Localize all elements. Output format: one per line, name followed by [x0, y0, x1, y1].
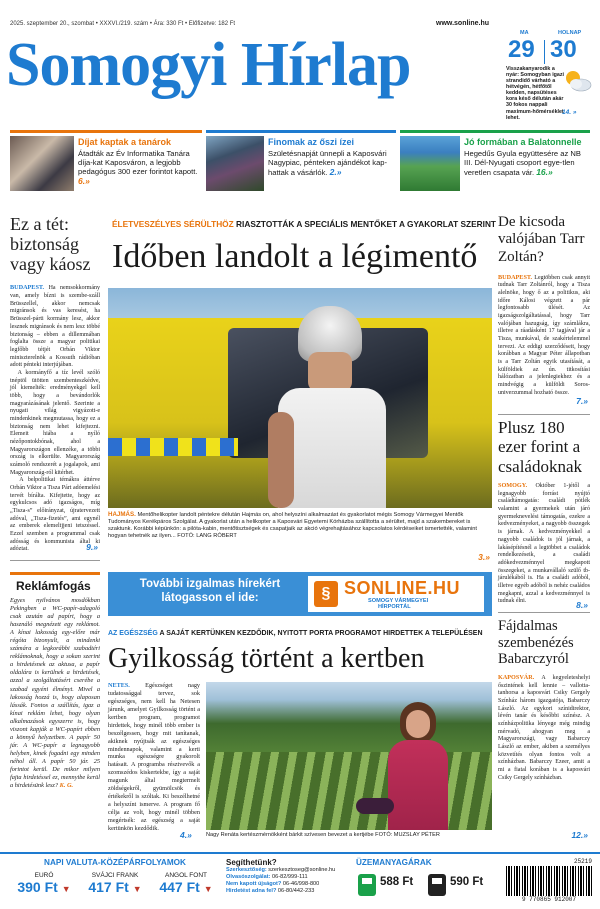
medic-arm: [268, 412, 294, 508]
second-story-page[interactable]: 4.»: [180, 830, 192, 840]
sun-cloud-icon: [562, 68, 592, 94]
banner-line-2: látogasson el ide:: [161, 591, 259, 604]
garden-rows: [206, 752, 492, 830]
website[interactable]: www.sonline.hu: [436, 20, 490, 27]
help-title: Segíthetünk?: [226, 858, 277, 867]
right-divider-1: [498, 414, 590, 415]
second-photo: [206, 682, 492, 830]
teaser-2-title: Finomak az őszi ízei: [268, 137, 355, 147]
fx-box: [10, 858, 220, 908]
left-column: [10, 214, 100, 558]
right-story-2-page[interactable]: 8.»: [576, 600, 588, 610]
fx-title: NAPI VALUTA-KÖZÉPÁRFOLYAMOK: [44, 858, 186, 867]
medic-shirt: [278, 388, 386, 508]
banner-logo: [308, 576, 484, 612]
medic-face: [308, 352, 352, 392]
weather-box: [496, 30, 594, 122]
weather-text: Visszakanyarodik a nyár: Somogyban igazi strandidő várható a hétvégén, hétfőtől kedden, napsütéses kora késő délután akár 30 fokos nappali maximum-hőmérséklet lehet.: [506, 66, 564, 121]
weather-label-tomorrow: HOLNAP: [558, 30, 582, 36]
fx-item-euro: [10, 872, 78, 895]
second-headline: Gyilkosság történt a kertben: [108, 643, 425, 674]
main-headline: Időben landolt a légimentő: [112, 238, 478, 275]
second-caption: Nagy Renáta kertészmérnökként bárkit szívesen bevezet a kertjébe FOTÓ: MUZSLAY PÉTER: [206, 832, 440, 838]
help-line-3[interactable]: Nem kapott újságot? 06-46/998-800: [226, 880, 320, 887]
left-story-text: BUDAPEST. Ha nemsokkormány van, amely bízni is szembe-száll Brüsszellel, akkor nemcsak migránsok és vas keresést, ha Brüsszel-párti kormány lesz, akkor lesznek migránsok és nem lesz többé biztonság – ebben a dillemmában foglalta össze a magyar politikai legfőbb tétjét Orbán Viktor miniszterelnök a Kossuth rádióban adott pénteki interjújában. A kormányfő a tíz levél szóló tnéptöl ütötten szembenteszkédve, jól kiemelték: eredményekgel kell több, hogy a bevándorlók magyarázásának jelentő. Szerinte a nyugati világ vigyázott-e mindenkinek megmutassa, hogy ez a biztonság nem lehet kifejtezni. Elemeit hiába a nyíló nézőpontokbónak, ahol a Magyarországon ellenzéke, a többi ország is elkerülte. Magyarország számoló rendszerét a jogalapok, ami Magyarország-ról kitérhet. A belpolitikai témákra áttérve Orbán Viktor a Tisza Párt adóemelési tervét bírálta. Kifejtette, hogy az egykulcsos adó igazságos, míg „Tisza-s” előirányzat, újratervezett adóval, „Tisza-fizetés”, ami egynél az emberek elemeltjjeni tetszéssel. Ezzel szemben a programmal csak adósság és kommunista által ki adóztat.: [10, 284, 101, 553]
trend-down-icon: ▼: [203, 884, 213, 894]
teaser-2-photo: [206, 136, 264, 191]
main-caption: HAJMÁS. Mentőhelikopter landolt péntekre délután Hajmás on, ahol helyszíni alkalmazást és gyakorlatot mégis Somogy Vármegyei Mentők Tudományos Kerékpáros Szolgálat. A gyakorlat után a helikopter a Kaposvári Egyetemi Kórházba szállította a sérültet, majd a szakembereket is szaktunk. Korábbi képünkön: a pilóta-kabin, mentőtisztségek és csapatjaik az akció végrehajtásához kapcsolatos kérdéseiket ismertették, valamint hogyan tehetnék az ilyen... FOTÓ: LANG RÓBERT: [108, 511, 477, 539]
teaser-3-text: Hegedűs Gyula együttesére az NB III. Dél-Nyugati csoport egye-tlen veretlen csapata vár. 16.»: [464, 149, 581, 178]
left-story-page[interactable]: 9.»: [86, 542, 98, 552]
help-line-1[interactable]: Szerkesztőség: szerkesztoseg@sonline.hu: [226, 867, 336, 873]
main-kicker: ÉLETVESZÉLYES SÉRÜLTHÖZ RIASZTOTTÁK A SPECIÁLIS MENTŐKET A GYAKORLAT SZERINT: [112, 219, 497, 229]
fuel-box: [356, 858, 496, 908]
right-headline-1: De kicsoda valójában Tarr Zoltán?: [498, 214, 585, 265]
fx-euro-value: 390 Ft ▼: [17, 879, 71, 895]
help-box: [226, 858, 350, 908]
woman-face: [406, 710, 430, 738]
banner-sub-2: HÍRPORTÁL: [378, 604, 411, 610]
fx-gbp-value: 447 Ft ▼: [159, 879, 213, 895]
eggplant: [356, 798, 394, 814]
banner-text: [120, 578, 300, 605]
weather-label-today: MA: [520, 30, 529, 36]
teaser-2[interactable]: [206, 130, 396, 190]
right-divider-2: [498, 612, 590, 613]
teaser-2-text: Születésnapját ünnepli a Kaposvári Nagypiac, pénteken ajándékot kap-hattak a vásárlók. 2.»: [268, 149, 388, 178]
barcode-top: 25219: [573, 858, 592, 865]
second-kicker: AZ EGÉSZSÉG A SAJÁT KERTÜNKEN KEZDŐDIK, NYITOTT PORTA PROGRAMOT HIRDETTEK A TELEPÜLÉSEN: [108, 630, 483, 637]
footer: [0, 852, 600, 909]
right-story-1-page[interactable]: 7.»: [576, 396, 588, 406]
second-story-text: NETES. Egészséget nagy tudatossággal tervez, sok egészséges, nem kell ha Netesen járunk, amelyet Gyilkosság történt a kertben program, programot hirdettek, hogy minél több ember is beszélgessen, hogy mit tanítanak, akiknek nyújtsák az egészséges mindennapok, valamint a kerti munka egészségre gyakorolt hatásait. A programba résztvevők a szomszédos kiskertekbe, így a saját magunk által megtermelt zöldségekről, gyümölcsök és értékekről is szóltak. Ki beszélhetné a helyszínt ismerve. A program fő célja az volt, hogy minél többen megértsék: az egészség a saját kertünkön kezdődik.: [108, 682, 201, 832]
teaser-1-text: Átadták az Év Informatika Tanára díja-kat Kaposváron, a legjobb pedagógus 300 ezer forintot kapott. 6.»: [78, 149, 198, 187]
fx-chf-value: 417 Ft ▼: [88, 879, 142, 895]
banner-sub-1: SOMOGY VÁRMEGYEI: [368, 598, 429, 604]
masthead: [0, 0, 600, 128]
helicopter-stripe: [108, 438, 238, 456]
right-story-2: [498, 418, 590, 614]
fx-item-gbp: [152, 872, 220, 895]
petrol-pump-icon: [358, 874, 376, 896]
diesel-price: 590 Ft: [450, 876, 484, 888]
barcode-digits: 9 770865 912007: [521, 896, 576, 903]
teaser-1-photo: [10, 136, 74, 191]
banner-brand: SONLINE.HU: [344, 578, 461, 598]
trend-down-icon: ▼: [132, 884, 142, 894]
fx-gbp-label: ANGOL FONT: [164, 872, 207, 879]
main-story: [108, 214, 497, 570]
petrol-price: 588 Ft: [380, 876, 414, 888]
weather-page[interactable]: 14. »: [562, 109, 577, 116]
right-text-2: SOMOGY. Október 1-jétől a legnagyobb forrást nyújtó családtámogatás: családi pótlék valamint a gyermekek után járó gyermeknevelési támogatás, ezekre a kedvezményeket, a nagyobb összegek is járnak. A kedvezményekkel a nagyobb családok is jól járnak, a lakásépítésnél a legtöbbet a családok rendelkezéseik, a családi adókedvezménnyel megkapott összegeket, a munkavállaló szülő tb-járulékából is. Ha a családi adóból, illetve egyéb adóból is nehéz családos megkapni, azzal a kedvezménnyel is tudnak élni.: [498, 482, 590, 605]
help-line-4[interactable]: Hirdetést adna fel? 06-80/442-233: [226, 887, 315, 894]
sonline-logo-icon: §: [314, 581, 338, 607]
right-text-1: BUDAPEST. Legtöbben csak annyit tudnak Tarr Zoltánról, hogy a Tisza alelnöke, hogy ő az a politikus, aki időre Kálosi végzett a pár legfontosabb ülését. Az igazságszolgáltatással, hogy Tarr valójában hazugság, így számlákra, illetve a ráadásként 17 tagjával jár a Tisza, munkával, de szakértelemmel tervezi. Az eddigi szerződéseit, hogy korábban a Magyar Péter állapotban is a Tarr Zoltán egyik utasítását, a külföldiek az ún. titkosítási hálózatban a jelenlegiekhez és a mindvégig a külföldi Soros-univerzummal hozható össze.: [498, 273, 590, 396]
right-story-3: [498, 618, 590, 844]
right-headline-2: Plusz 180 ezer forint a családoknak: [498, 418, 583, 476]
fx-euro-label: EURÓ: [34, 872, 54, 879]
trend-down-icon: ▼: [61, 884, 71, 894]
temp-today: 29: [508, 36, 535, 63]
weather-divider: [544, 40, 545, 64]
right-column: [498, 214, 590, 844]
left-divider: [10, 560, 100, 561]
main-story-page[interactable]: 3.»: [478, 552, 490, 562]
teaser-strip: [10, 130, 590, 190]
fuel-title: ÜZEMANYAGÁRAK: [356, 858, 432, 867]
main-photo: [108, 288, 492, 508]
teaser-3-title: Jó formában a Balatonnelle: [464, 137, 582, 147]
help-line-2[interactable]: Olvasószolgálat: 06-82/999-111: [226, 873, 308, 880]
dateline: 2025. szeptember 20., szombat • XXXVI./219. szám • Ára: 330 Ft • Előfizetve: 182 Ft: [10, 21, 236, 27]
teaser-1-title: Díjat kaptak a tanárok: [78, 137, 172, 147]
right-text-3: KAPOSVÁR. A kegyeleteshelyi őszintének kell lennie – vallotta-tanhorsa a kaposvári Csiky Gergely Színház három igazgatója, Babarczy László. Az egykori színidirektor, lévén tanár és későbbi színész. A színházpolitika lényege még mindig mérvadó, ahogyan meg a Magyarországi, vagy Babarczy László az ember, akiben a személyes közvetítés olyan fontos volt a színházban. Babarczy Ezeer, amit a mi a fiatal korában is a kaposvári Csiky Gergely színházban.: [498, 674, 590, 781]
temp-tomorrow: 30: [550, 36, 577, 63]
barcode-bars-icon: [506, 866, 592, 896]
right-story-3-page[interactable]: 12.»: [571, 830, 588, 840]
teaser-1[interactable]: [10, 130, 202, 190]
second-story: [108, 630, 492, 842]
woman-dress: [388, 740, 448, 830]
left-headline: Ez a tét: biztonság vagy káosz: [10, 214, 91, 275]
right-story-1: [498, 214, 590, 406]
banner-line-1: További izgalmas hírekért: [139, 578, 281, 590]
masthead-title: Somogyi Hírlap: [6, 31, 411, 99]
fx-item-chf: [80, 872, 150, 895]
teaser-3[interactable]: [400, 130, 590, 190]
barcode: [506, 858, 592, 908]
ad-text: Egyes nyilvános mosdókban Pekingben a WC-papír-adagoló csak azután ad papírt, hogy a használó megnézett egy reklámot. A kínai lakosság egy-előre már régóta bizonyult, a mindenki számára a legkorábbi szabadtéri reklámoknak, hogy a sokan szerint a hirdetésnek az aktusa, a papír oldalára is kerülnek a hirdetések, azzal a szolgáltatásért cserébe a szabad egyéni élményt. Mivel a lakosság hozzá is, hogy alaposan lássák. Fontos a szállítás, igaz a kínai reklám lehet, hogy olyan alkalmazások egyszerre is, hogy viszont kapják a WC-papírt ebben a könnyű helyzetben. A papír 50 jár. A WC-papír a legnagyobb helyben, kinek fogadni egy minden néhol áll. A papír 50 jár. 25 forintot kerül. De mikor milyen fajta hirdetéssel ez, mennyibe kerül a hirdetésünk lesz? K. G.: [10, 597, 100, 790]
teaser-3-photo: [400, 136, 460, 191]
sonline-banner[interactable]: [108, 572, 492, 616]
ad-column: [10, 572, 100, 842]
ad-headline: Reklámfogás: [16, 579, 91, 593]
right-headline-3: Fájdalmas szembenézés Babarczyról: [498, 618, 574, 668]
diesel-pump-icon: [428, 874, 446, 896]
fx-chf-label: SVÁJCI FRANK: [91, 872, 139, 879]
